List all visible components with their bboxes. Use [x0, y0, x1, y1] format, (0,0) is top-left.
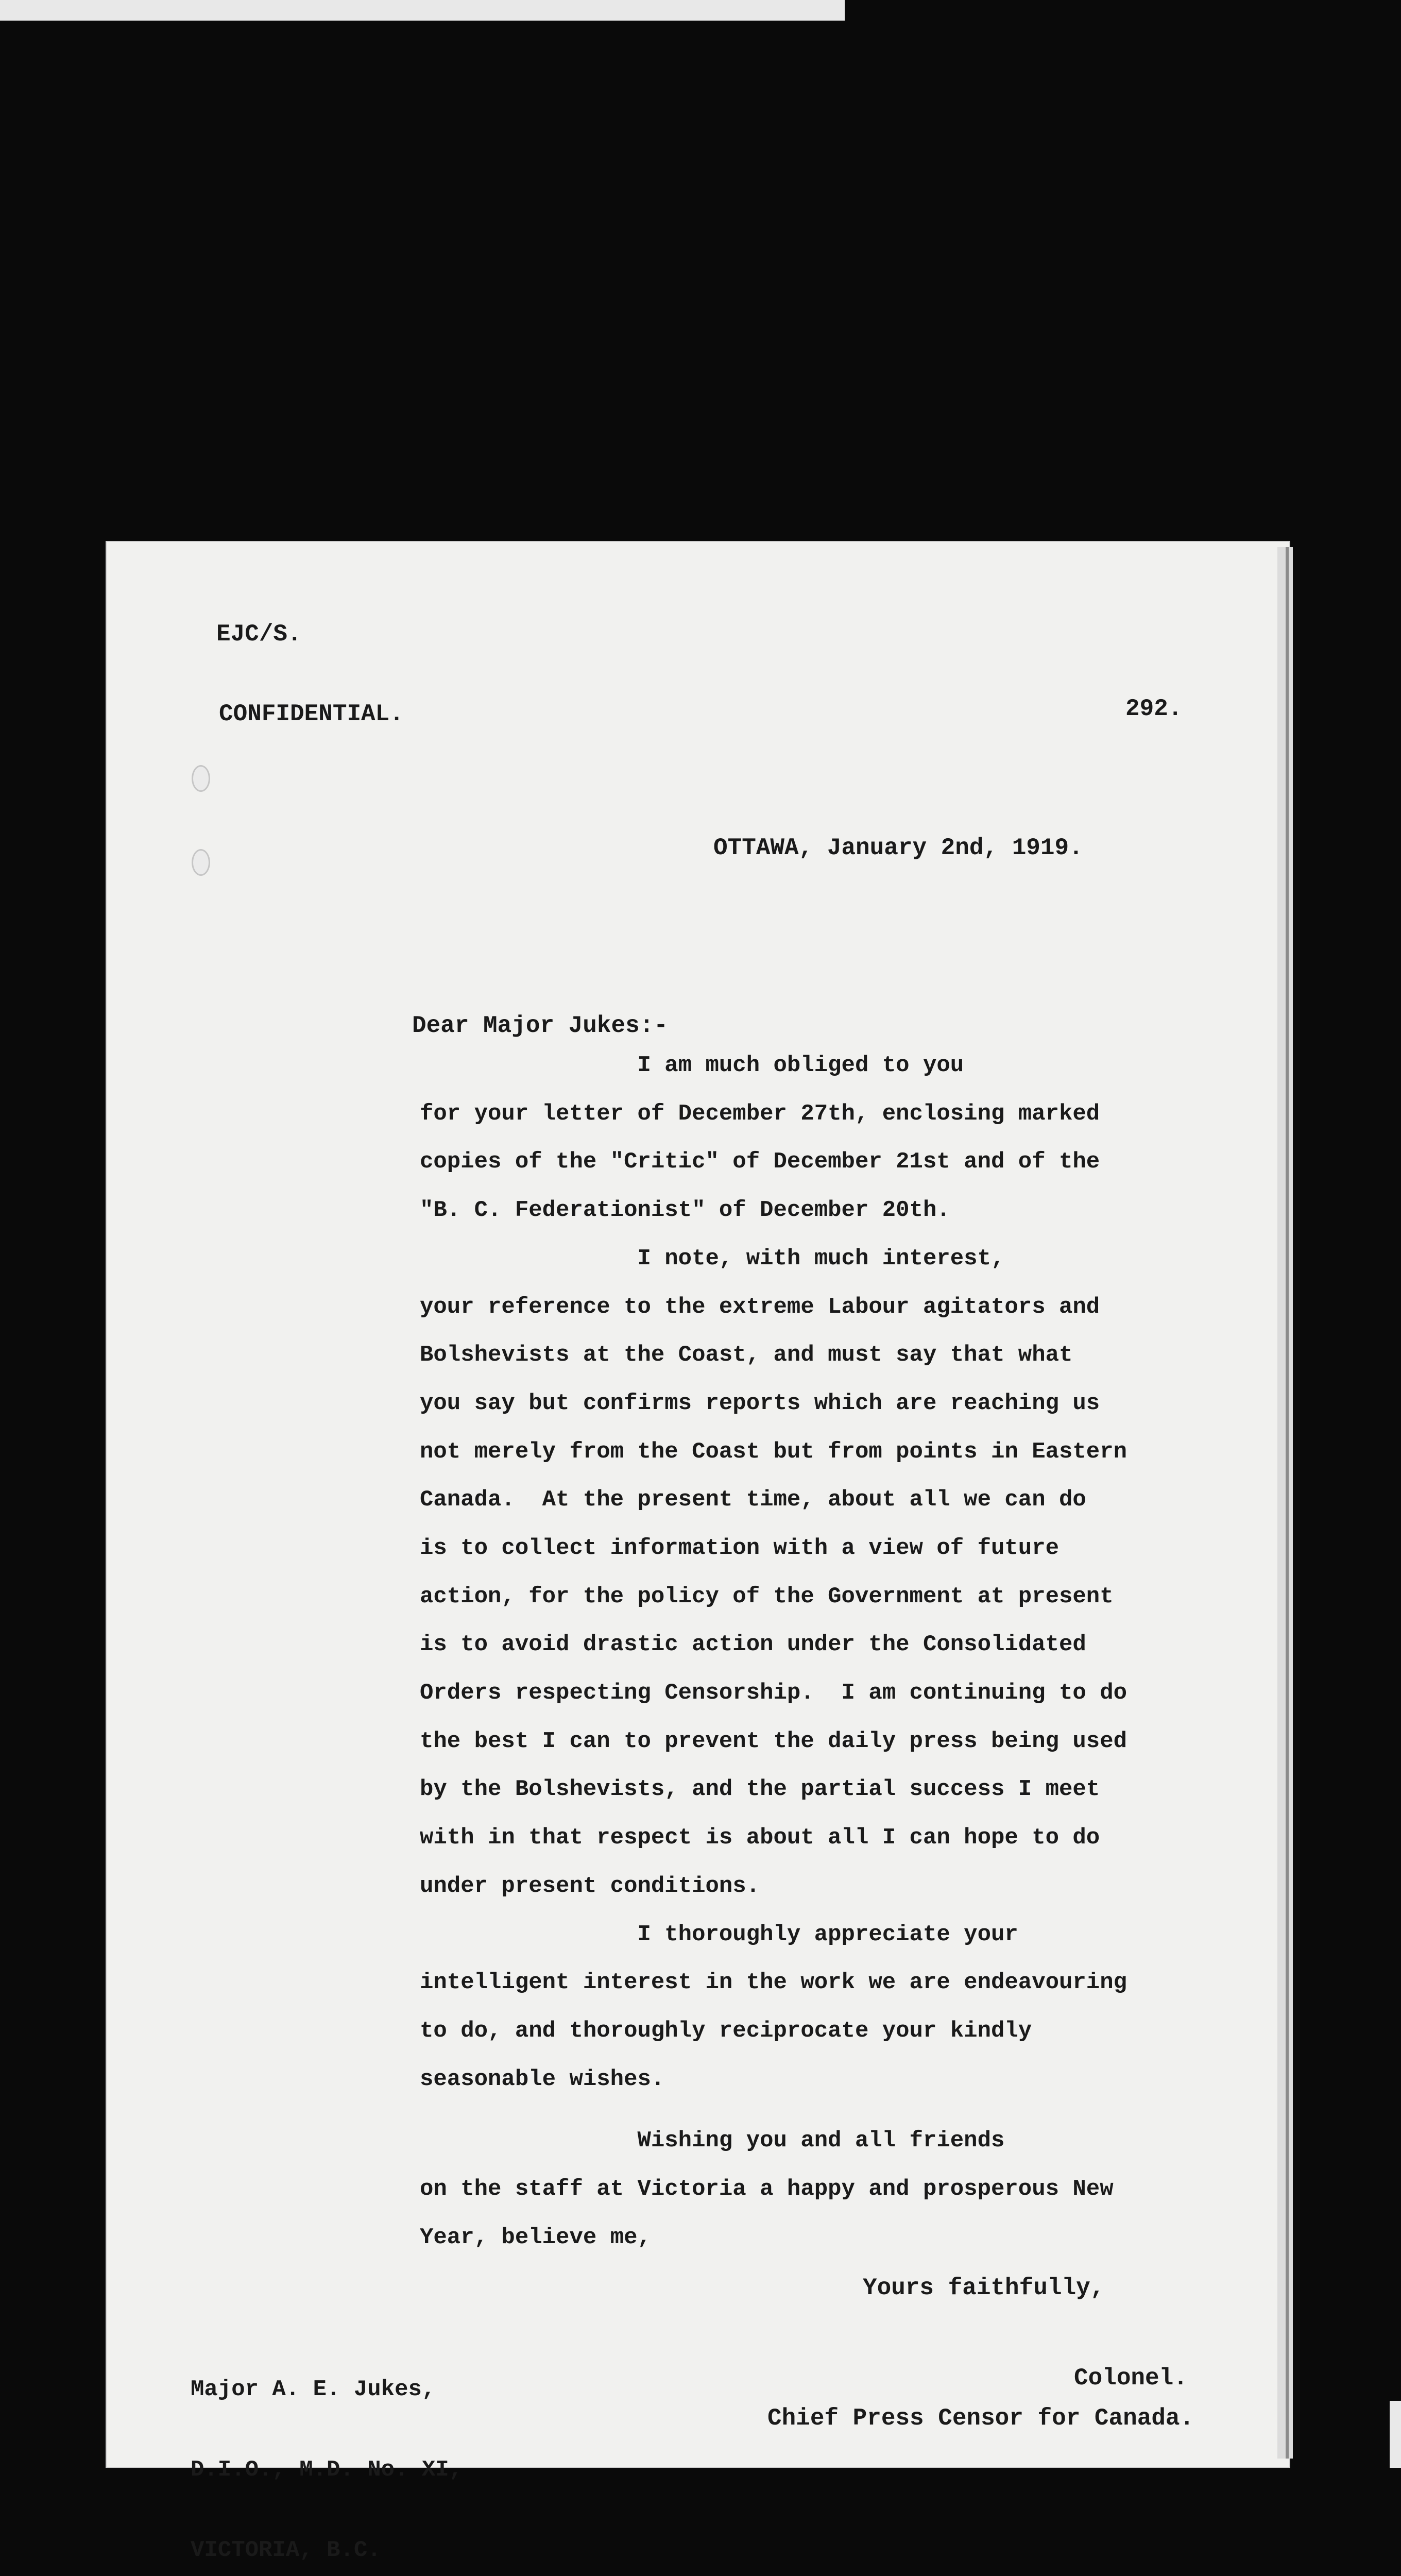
- reference-code: EJC/S.: [216, 621, 302, 648]
- classification: CONFIDENTIAL.: [219, 701, 404, 727]
- body-line: by the Bolshevists, and the partial success I meet: [420, 1776, 1100, 1802]
- body-line: I note, with much interest,: [420, 1246, 1005, 1272]
- body-line: is to avoid drastic action under the Consolidated: [420, 1632, 1086, 1657]
- body-line: Canada. At the present time, about all we can do: [420, 1487, 1086, 1513]
- body-line: Year, believe me,: [420, 2225, 651, 2250]
- body-line: you say but confirms reports which are reaching us: [420, 1391, 1100, 1416]
- addressee-line: VICTORIA, B.C.: [191, 2537, 381, 2563]
- body-line: intelligent interest in the work we are endeavouring: [420, 1970, 1127, 1995]
- body-line: I am much obliged to you: [420, 1053, 964, 1078]
- body-line: to do, and thoroughly reciprocate your kindly: [420, 2018, 1032, 2044]
- body-line: Orders respecting Censorship. I am continuing to do: [420, 1680, 1127, 1706]
- body-line: your reference to the extreme Labour agitators and: [420, 1294, 1100, 1320]
- body-line: seasonable wishes.: [420, 2066, 665, 2092]
- body-line: the best I can to prevent the daily press being used: [420, 1728, 1127, 1754]
- file-number: 292.: [1125, 696, 1183, 722]
- body-line: is to collect information with a view of future: [420, 1535, 1060, 1561]
- body-line: on the staff at Victoria a happy and prosperous New: [420, 2176, 1114, 2202]
- letter-edge: [1277, 547, 1293, 2459]
- body-line: for your letter of December 27th, enclosing marked: [420, 1101, 1100, 1127]
- addressee-line: D.I.O., M.D. No. XI,: [191, 2457, 463, 2483]
- body-line: Bolshevists at the Coast, and must say that what: [420, 1342, 1073, 1368]
- body-line: with in that respect is about all I can hope to do: [420, 1825, 1100, 1851]
- body-line: copies of the "Critic" of December 21st and of the: [420, 1149, 1100, 1175]
- body-line: I thoroughly appreciate your: [420, 1922, 1018, 1947]
- body-line: not merely from the Coast but from points in Eastern: [420, 1439, 1127, 1465]
- film-edge-mark: [1390, 2401, 1401, 2468]
- place-date: OTTAWA, January 2nd, 1919.: [713, 835, 1083, 861]
- film-top-strip: [0, 0, 845, 21]
- body-line: Wishing you and all friends: [420, 2128, 1005, 2154]
- punch-hole: [192, 849, 210, 876]
- addressee-block: [191, 2323, 463, 2576]
- body-line: under present conditions.: [420, 1873, 760, 1899]
- closing: Yours faithfully,: [863, 2275, 1105, 2301]
- salutation: Dear Major Jukes:-: [412, 1012, 668, 1039]
- signature-title: Chief Press Censor for Canada.: [767, 2405, 1194, 2432]
- letter-edge-shadow: [1286, 547, 1289, 2459]
- body-line: action, for the policy of the Government at present: [420, 1584, 1114, 1609]
- body-line: "B. C. Federationist" of December 20th.: [420, 1197, 950, 1223]
- addressee-line: Major A. E. Jukes,: [191, 2377, 436, 2402]
- punch-hole: [192, 765, 210, 792]
- signature-rank: Colonel.: [1074, 2365, 1188, 2392]
